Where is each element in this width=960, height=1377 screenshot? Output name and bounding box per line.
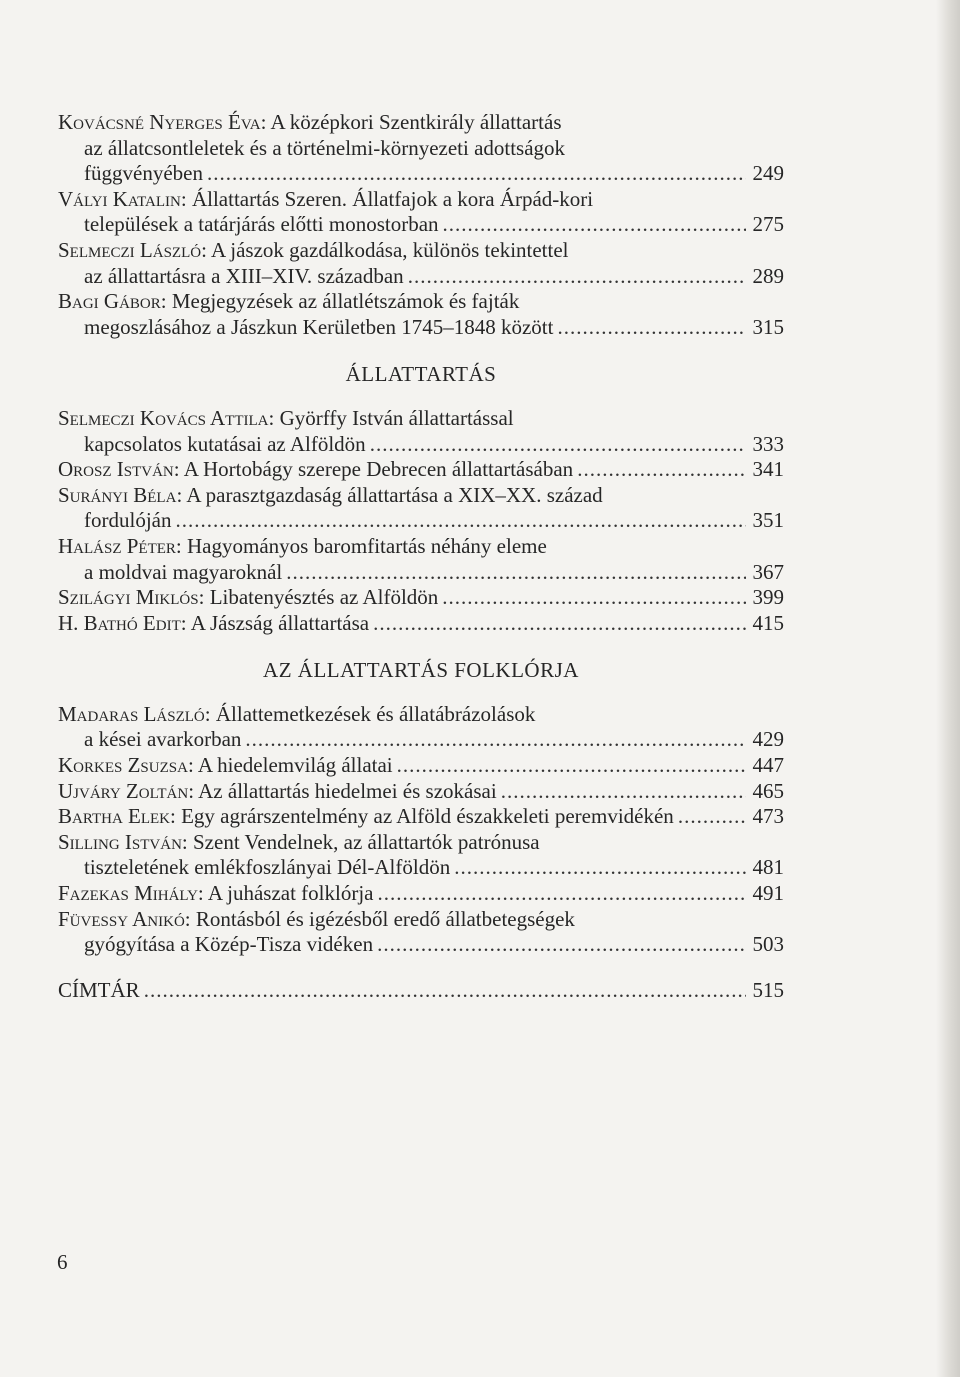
entry-title-line: A parasztgazdaság állattartása a XIX–XX. század — [186, 482, 603, 507]
entry-author: Selmeczi László — [58, 237, 202, 262]
entry-author: Surányi Béla — [58, 482, 177, 507]
entry-page-number: 399 — [752, 585, 784, 610]
entry-author: Korkes Zsuzsa — [58, 753, 188, 778]
dot-leader — [397, 753, 746, 779]
dot-leader — [678, 804, 746, 830]
entry-author: Ujváry Zoltán — [58, 778, 189, 803]
entry-author: Orosz István — [58, 457, 174, 482]
entry-page-number: 491 — [752, 881, 784, 906]
toc-entry[interactable]: Halász Péter: Hagyományos baromfitartás néhány eleme a moldvai magyaroknál ..... 367 — [58, 534, 784, 585]
entry-title-line: Szent Vendelnek, az állattartók patrónusa — [193, 829, 540, 854]
dot-leader — [370, 432, 746, 458]
entry-author: Vályi Katalin — [58, 186, 181, 211]
entry-title-line: Rontásból és igézésből eredő állatbetegségek — [195, 906, 575, 931]
entry-page-number: 289 — [752, 263, 784, 288]
entry-group-b — [58, 406, 784, 636]
toc-entry[interactable]: Surányi Béla: A parasztgazdaság állattartása a XIX–XX. század fordulóján ..... 351 — [58, 483, 784, 534]
entry-title-line: az állattartásra a XIII–XIV. században — [84, 263, 404, 288]
cimtar-label: CÍMTÁR — [58, 977, 140, 1002]
dot-leader — [377, 932, 746, 958]
dot-leader — [408, 264, 746, 290]
entry-page-number: 415 — [752, 610, 784, 635]
dot-leader — [245, 727, 746, 753]
toc-entry[interactable]: Selmeczi Kovács Attila: Györffy István állattartással kapcsolatos kutatásai az Alföldön ..... 333 — [58, 406, 784, 457]
section-heading-allattartas: ÁLLATTARTÁS — [345, 362, 497, 387]
entry-title-line: A Hortobágy szerepe Debrecen állattartásában — [183, 457, 574, 482]
entry-title-line: kapcsolatos kutatásai az Alföldön — [84, 431, 366, 456]
entry-page-number: 447 — [752, 753, 784, 778]
toc-entry[interactable]: Szilágyi Miklós: Libatenyésztés az Alföldön ..... 399 — [58, 585, 784, 611]
entry-title-line: települések a tatárjárás előtti monostorban — [84, 212, 439, 237]
entry-title-line: Állattemetkezések és állatábrázolások — [215, 701, 536, 726]
entry-title-line: A juhászat folklórja — [207, 881, 374, 906]
entry-title-line: Egy agrárszentelmény az Alföld északkeleti peremvidékén — [181, 804, 674, 829]
entry-title-line: Libatenyésztés az Alföldön — [209, 585, 439, 610]
toc-entry[interactable]: Silling István: Szent Vendelnek, az állattartók patrónusa tiszteletének emlékfoszlányai Dél-Alföldön ..... 481 — [58, 830, 784, 881]
page-number: 6 — [57, 1250, 68, 1274]
entry-page-number: 249 — [752, 161, 784, 186]
entry-author: H. Bathó Edit — [58, 610, 181, 635]
entry-author: Fazekas Mihály — [58, 881, 198, 906]
toc-entry[interactable]: Orosz István: A Hortobágy szerepe Debrecen állattartásában ..... 341 — [58, 457, 784, 483]
dot-leader — [207, 161, 746, 187]
entry-title-line: megoszlásához a Jászkun Kerületben 1745–1848 között — [84, 314, 554, 339]
toc-entry[interactable]: Vályi Katalin: Állattartás Szeren. Állatfajok a kora Árpád-kori települések a tatárjárás előtti monostorban ..... 275 — [58, 187, 784, 238]
cimtar-page: 515 — [752, 977, 784, 1002]
dot-leader — [454, 855, 746, 881]
dot-leader — [557, 315, 746, 341]
entry-author: Bartha Elek — [58, 804, 171, 829]
entry-title-line: A hiedelemvilág állatai — [197, 753, 393, 778]
toc-entry[interactable]: Kovácsné Nyerges Éva: A középkori Szentkirály állattartás az állatcsontleletek és a történelmi-környezeti adottságok függvényében ..... 249 — [58, 110, 784, 187]
dot-leader — [175, 508, 746, 534]
entry-page-number: 341 — [752, 457, 784, 482]
entry-title-line: tiszteletének emlékfoszlányai Dél-Alföldön — [84, 855, 451, 880]
toc-entry[interactable]: Selmeczi László: A jászok gazdálkodása, különös tekintettel az állattartásra a XIII–XIV. században ..... 289 — [58, 238, 784, 289]
entry-title-line: gyógyítása a Közép-Tisza vidéken — [84, 932, 374, 957]
cimtar-entry[interactable] — [58, 978, 784, 1004]
entry-author: Bagi Gábor — [58, 289, 161, 314]
entry-title-line: A középkori Szentkirály állattartás — [270, 110, 562, 134]
entry-author: Kovácsné Nyerges Éva — [58, 110, 261, 134]
entry-author: Madaras László — [58, 701, 205, 726]
dot-leader — [442, 585, 746, 611]
entry-title-line: A Jászság állattartása — [190, 610, 370, 635]
entry-author: Silling István — [58, 829, 182, 854]
entry-title-line: A jászok gazdálkodása, különös tekintettel — [211, 237, 569, 262]
entry-author: Halász Péter — [58, 533, 176, 558]
entry-author: Szilágyi Miklós — [58, 585, 199, 610]
entry-title-line: Megjegyzések az állatlétszámok és fajták — [171, 289, 520, 314]
toc-entry[interactable]: Ujváry Zoltán: Az állattartás hiedelmei és szokásai ..... 465 — [58, 779, 784, 805]
entry-title-line: Györffy István állattartással — [279, 405, 514, 430]
entry-page-number: 473 — [752, 804, 784, 829]
entry-title-line: fordulóján — [84, 508, 172, 533]
dot-leader — [286, 560, 746, 586]
dot-leader — [373, 611, 746, 637]
dot-leader — [377, 881, 746, 907]
entry-title-line: Az állattartás hiedelmei és szokásai — [198, 778, 497, 803]
entry-title-line: függvényében — [84, 161, 203, 186]
toc-entry[interactable]: Madaras László: Állattemetkezések és állatábrázolások a kései avarkorban ..... 429 — [58, 702, 784, 753]
toc-entry[interactable]: Bartha Elek: Egy agrárszentelmény az Alföld északkeleti peremvidékén ..... 473 — [58, 804, 784, 830]
entry-page-number: 367 — [752, 559, 784, 584]
entry-title-line: a moldvai magyaroknál — [84, 559, 283, 584]
entry-page-number: 481 — [752, 855, 784, 880]
entry-page-number: 465 — [752, 778, 784, 803]
dot-leader — [577, 457, 746, 483]
toc-entry[interactable]: Bagi Gábor: Megjegyzések az állatlétszámok és fajták megoszlásához a Jászkun Kerületben 1745–1848 között ..... 315 — [58, 289, 784, 340]
entry-title-line: az állatcsontleletek és a történelmi-környezeti adottságok — [84, 135, 566, 160]
toc-entry[interactable]: H. Bathó Edit: A Jászság állattartása ..... 415 — [58, 611, 784, 637]
entry-page-number: 333 — [752, 431, 784, 456]
section-heading-folklor: AZ ÁLLATTARTÁS FOLKLÓRJA — [263, 658, 579, 683]
dot-leader — [501, 779, 746, 805]
toc-entry[interactable]: Füvessy Anikó: Rontásból és igézésből eredő állatbetegségek gyógyítása a Közép-Tisza vidéken ..... 503 — [58, 907, 784, 958]
table-of-contents — [58, 110, 784, 1003]
entry-page-number: 315 — [752, 314, 784, 339]
toc-entry[interactable]: Fazekas Mihály: A juhászat folklórja ..... 491 — [58, 881, 784, 907]
dot-leader — [144, 978, 746, 1004]
dot-leader — [443, 212, 746, 238]
entry-title-line: a kései avarkorban — [84, 727, 242, 752]
entry-page-number: 503 — [752, 932, 784, 957]
entry-page-number: 429 — [752, 727, 784, 752]
entry-author: Füvessy Anikó — [58, 906, 185, 931]
entry-title-line: Állattartás Szeren. Állatfajok a kora Árpád-kori — [191, 186, 594, 211]
entry-page-number: 351 — [752, 508, 784, 533]
entry-page-number: 275 — [752, 212, 784, 237]
toc-entry[interactable]: Korkes Zsuzsa: A hiedelemvilág állatai ..... 447 — [58, 753, 784, 779]
entry-group-a — [58, 110, 784, 340]
entry-author: Selmeczi Kovács Attila — [58, 405, 269, 430]
page-edge-shadow — [936, 0, 960, 1377]
entry-title-line: Hagyományos baromfitartás néhány eleme — [187, 533, 547, 558]
entry-group-c — [58, 702, 784, 958]
